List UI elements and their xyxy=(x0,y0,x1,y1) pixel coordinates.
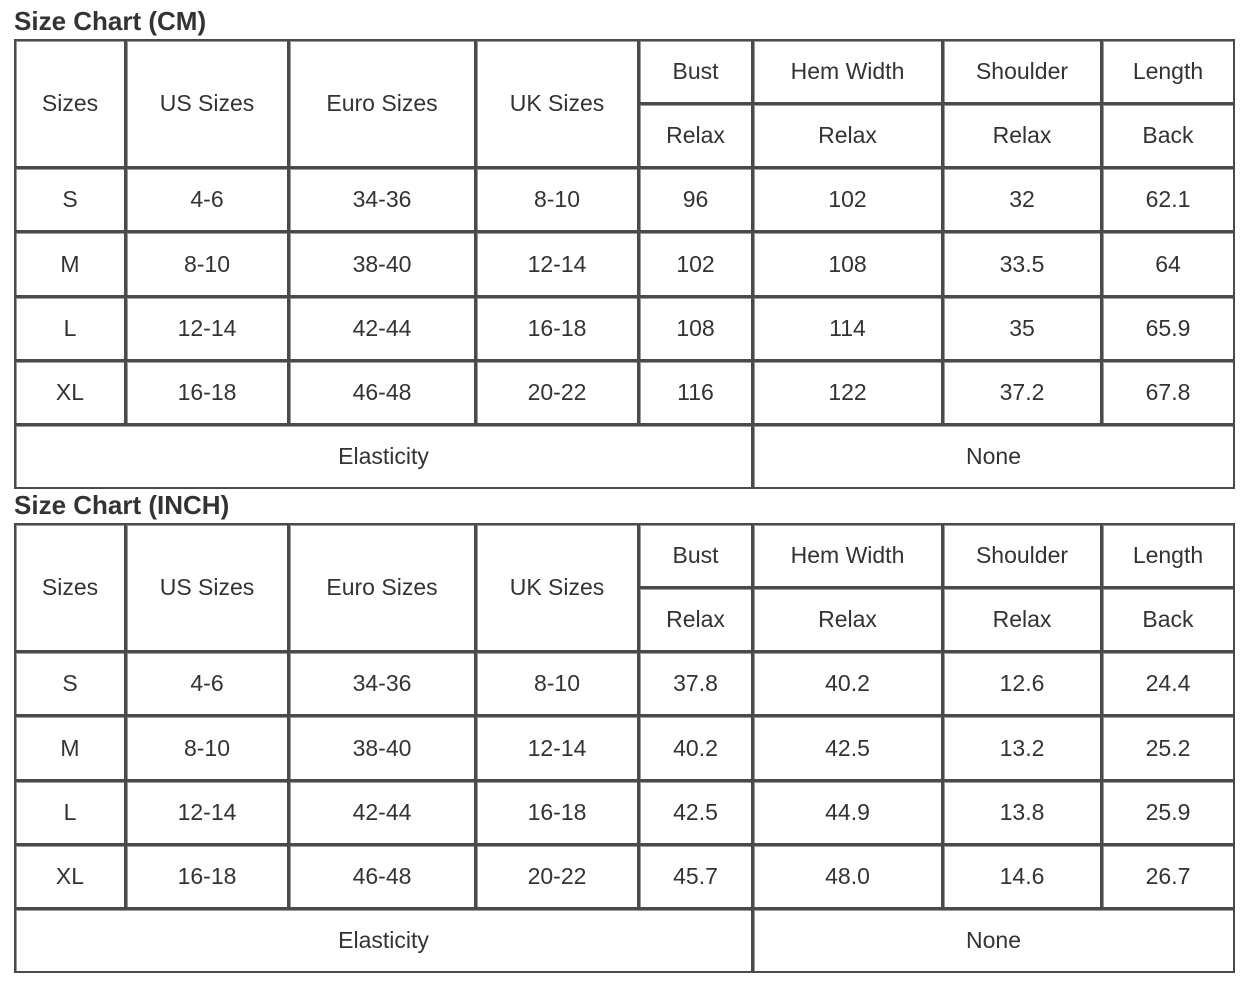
table-row xyxy=(16,653,1233,717)
elasticity-value: None xyxy=(754,426,1233,487)
cell-shoulder: 12.6 xyxy=(944,653,1103,717)
cell-uk-size: 16-18 xyxy=(477,298,640,362)
header-length: Length xyxy=(1103,525,1233,589)
size-chart-inch-table xyxy=(14,523,1235,973)
subheader-shoulder: Relax xyxy=(944,105,1103,169)
cell-length: 24.4 xyxy=(1103,653,1233,717)
table-footer-row xyxy=(16,426,1233,487)
cell-uk-size: 12-14 xyxy=(477,233,640,297)
cell-size: L xyxy=(16,782,127,846)
cell-us-size: 12-14 xyxy=(127,298,290,362)
size-chart-cm-table xyxy=(14,39,1235,489)
cell-hem-width: 40.2 xyxy=(754,653,944,717)
cell-euro-size: 34-36 xyxy=(290,653,477,717)
elasticity-label: Elasticity xyxy=(16,426,754,487)
header-length: Length xyxy=(1103,41,1233,105)
cell-size: S xyxy=(16,169,127,233)
cell-shoulder: 14.6 xyxy=(944,846,1103,910)
table-row xyxy=(16,233,1233,297)
cell-us-size: 16-18 xyxy=(127,846,290,910)
cell-bust: 37.8 xyxy=(640,653,754,717)
cell-length: 67.8 xyxy=(1103,362,1233,426)
subheader-shoulder: Relax xyxy=(944,589,1103,653)
table-header-row xyxy=(16,41,1233,105)
cell-euro-size: 46-48 xyxy=(290,362,477,426)
subheader-hem-width: Relax xyxy=(754,105,944,169)
cell-euro-size: 46-48 xyxy=(290,846,477,910)
cell-size: XL xyxy=(16,846,127,910)
cell-size: S xyxy=(16,653,127,717)
cell-length: 65.9 xyxy=(1103,298,1233,362)
header-euro-sizes: Euro Sizes xyxy=(290,41,477,169)
cell-euro-size: 42-44 xyxy=(290,782,477,846)
header-hem-width: Hem Width xyxy=(754,525,944,589)
cell-shoulder: 13.2 xyxy=(944,717,1103,781)
header-uk-sizes: UK Sizes xyxy=(477,525,640,653)
size-chart-inch-title: Size Chart (INCH) xyxy=(14,490,230,520)
cell-length: 26.7 xyxy=(1103,846,1233,910)
cell-length: 25.2 xyxy=(1103,717,1233,781)
elasticity-label: Elasticity xyxy=(16,910,754,971)
header-shoulder: Shoulder xyxy=(944,525,1103,589)
cell-shoulder: 35 xyxy=(944,298,1103,362)
header-uk-sizes: UK Sizes xyxy=(477,41,640,169)
cell-euro-size: 38-40 xyxy=(290,233,477,297)
cell-shoulder: 13.8 xyxy=(944,782,1103,846)
header-hem-width: Hem Width xyxy=(754,41,944,105)
cell-uk-size: 20-22 xyxy=(477,846,640,910)
header-us-sizes: US Sizes xyxy=(127,525,290,653)
subheader-length: Back xyxy=(1103,589,1233,653)
cell-hem-width: 114 xyxy=(754,298,944,362)
cell-us-size: 4-6 xyxy=(127,169,290,233)
header-us-sizes: US Sizes xyxy=(127,41,290,169)
cell-bust: 102 xyxy=(640,233,754,297)
cell-euro-size: 34-36 xyxy=(290,169,477,233)
table-header-row xyxy=(16,525,1233,589)
table-row xyxy=(16,169,1233,233)
cell-us-size: 4-6 xyxy=(127,653,290,717)
cell-us-size: 12-14 xyxy=(127,782,290,846)
cell-hem-width: 122 xyxy=(754,362,944,426)
cell-size: M xyxy=(16,233,127,297)
elasticity-value: None xyxy=(754,910,1233,971)
cell-uk-size: 12-14 xyxy=(477,717,640,781)
cell-hem-width: 102 xyxy=(754,169,944,233)
subheader-bust: Relax xyxy=(640,105,754,169)
subheader-length: Back xyxy=(1103,105,1233,169)
table-row xyxy=(16,298,1233,362)
cell-hem-width: 108 xyxy=(754,233,944,297)
header-sizes: Sizes xyxy=(16,525,127,653)
size-chart-cm-title: Size Chart (CM) xyxy=(14,6,207,36)
cell-size: M xyxy=(16,717,127,781)
cell-size: L xyxy=(16,298,127,362)
cell-euro-size: 42-44 xyxy=(290,298,477,362)
cell-bust: 116 xyxy=(640,362,754,426)
cell-bust: 42.5 xyxy=(640,782,754,846)
subheader-bust: Relax xyxy=(640,589,754,653)
cell-uk-size: 8-10 xyxy=(477,169,640,233)
table-row xyxy=(16,717,1233,781)
cell-uk-size: 16-18 xyxy=(477,782,640,846)
table-footer-row xyxy=(16,910,1233,971)
cell-shoulder: 33.5 xyxy=(944,233,1103,297)
cell-us-size: 8-10 xyxy=(127,233,290,297)
cell-hem-width: 44.9 xyxy=(754,782,944,846)
header-bust: Bust xyxy=(640,525,754,589)
table-row xyxy=(16,846,1233,910)
cell-shoulder: 32 xyxy=(944,169,1103,233)
subheader-hem-width: Relax xyxy=(754,589,944,653)
cell-length: 62.1 xyxy=(1103,169,1233,233)
cell-bust: 45.7 xyxy=(640,846,754,910)
cell-shoulder: 37.2 xyxy=(944,362,1103,426)
header-euro-sizes: Euro Sizes xyxy=(290,525,477,653)
header-sizes: Sizes xyxy=(16,41,127,169)
cell-size: XL xyxy=(16,362,127,426)
cell-hem-width: 48.0 xyxy=(754,846,944,910)
cell-bust: 40.2 xyxy=(640,717,754,781)
cell-us-size: 8-10 xyxy=(127,717,290,781)
cell-length: 25.9 xyxy=(1103,782,1233,846)
table-row xyxy=(16,782,1233,846)
cell-length: 64 xyxy=(1103,233,1233,297)
cell-hem-width: 42.5 xyxy=(754,717,944,781)
cell-uk-size: 8-10 xyxy=(477,653,640,717)
header-bust: Bust xyxy=(640,41,754,105)
cell-us-size: 16-18 xyxy=(127,362,290,426)
cell-uk-size: 20-22 xyxy=(477,362,640,426)
header-shoulder: Shoulder xyxy=(944,41,1103,105)
cell-bust: 108 xyxy=(640,298,754,362)
cell-euro-size: 38-40 xyxy=(290,717,477,781)
cell-bust: 96 xyxy=(640,169,754,233)
table-row xyxy=(16,362,1233,426)
